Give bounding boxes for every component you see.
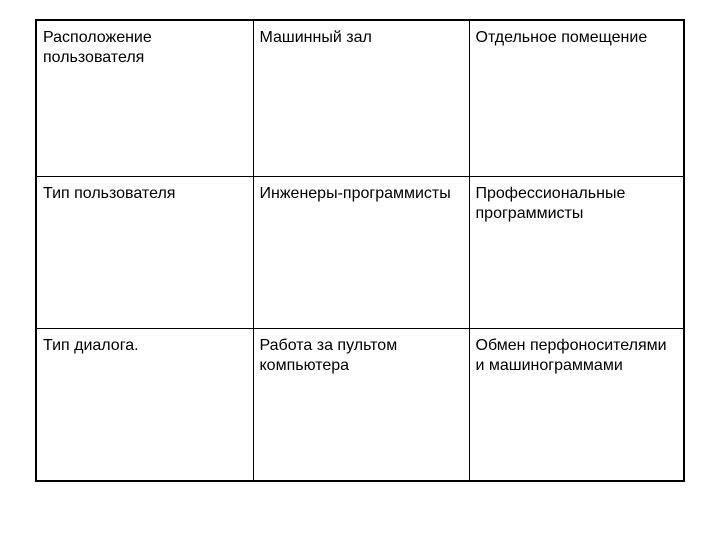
table-row [37, 328, 683, 480]
table-cell: Отдельное помещение [469, 21, 683, 176]
table-cell: Инженеры-программисты [253, 176, 469, 328]
comparison-table [35, 19, 685, 482]
table-cell: Обмен перфоносителями и машинограммами [469, 328, 683, 480]
table-cell: Профессиональные программисты [469, 176, 683, 328]
table-grid [37, 21, 683, 480]
table-cell: Машинный зал [253, 21, 469, 176]
table-row [37, 21, 683, 176]
table-cell: Работа за пультом компьютера [253, 328, 469, 480]
table-row [37, 176, 683, 328]
row-label-cell: Расположение пользователя [37, 21, 253, 176]
row-label-cell: Тип диалога. [37, 328, 253, 480]
row-label-cell: Тип пользователя [37, 176, 253, 328]
